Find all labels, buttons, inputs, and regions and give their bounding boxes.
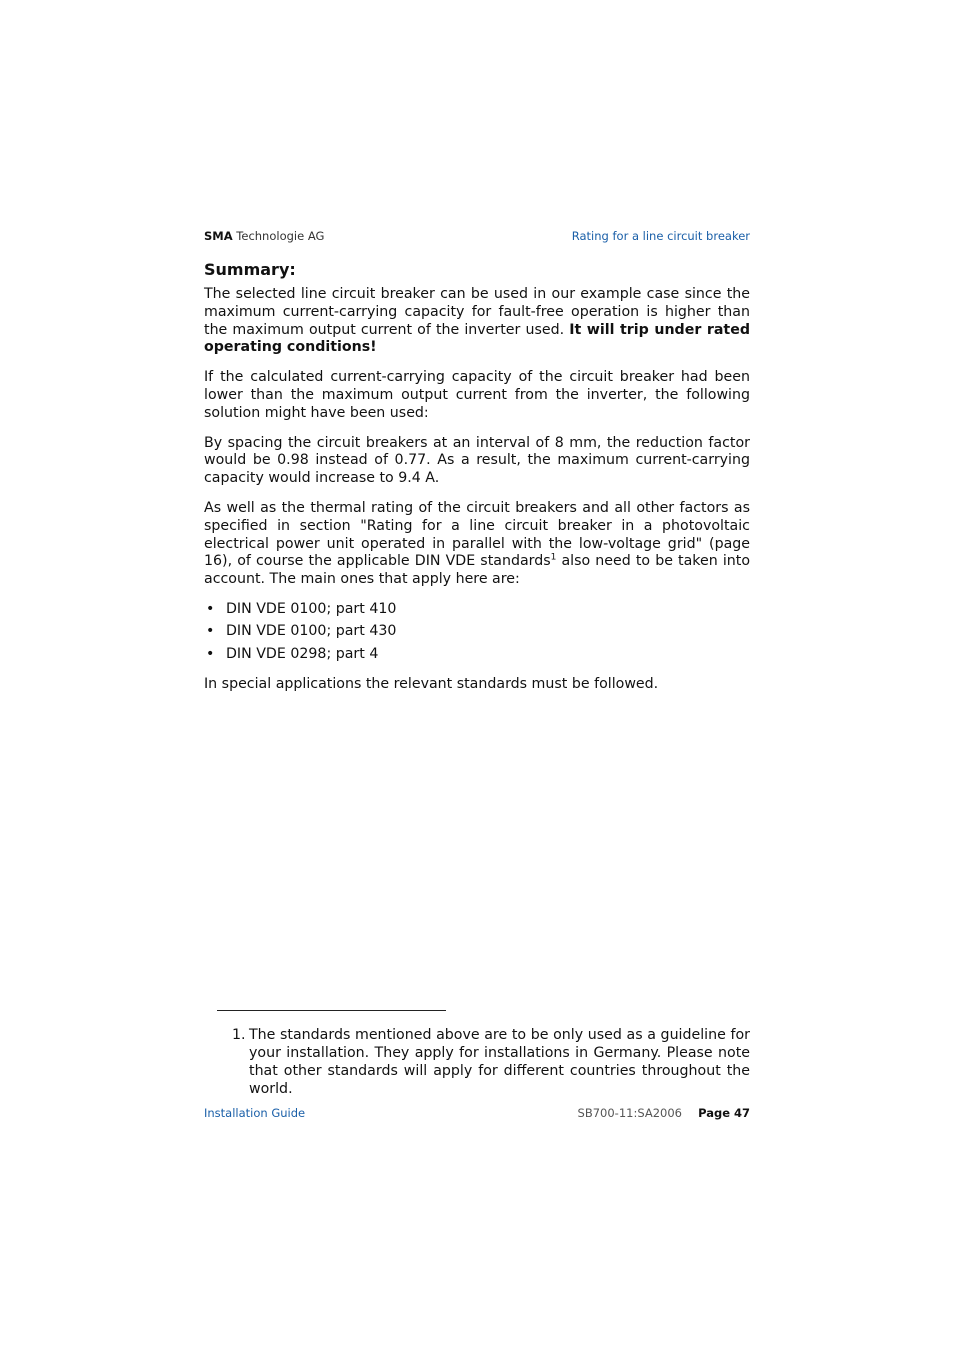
page-footer [204,1106,750,1124]
bullet-icon: • [206,600,215,617]
section-title: Rating for a line circuit breaker [571,229,750,243]
paragraph-4-part1: As well as the thermal rating of the circuit breakers and all other factors as specified in section "Rating for a line circuit breaker in a photovoltaic electrical power unit operated in parallel with the low-voltage grid" (page 16), of course the applicable DIN VDE standards [204,499,750,570]
footnote [232,1026,750,1098]
paragraph-5: In special applications the relevant standards must be followed. [204,675,659,692]
standards-list [204,601,750,664]
paragraph-1 [204,286,750,357]
list-item [204,623,750,641]
list-item-text: DIN VDE 0298; part 4 [226,645,379,662]
bullet-icon: • [206,623,215,640]
list-item [204,601,750,619]
company-brand: SMA [204,229,233,243]
footnote-divider [217,1010,446,1011]
paragraph-1-bold: It will trip under rated operating conditions! [204,321,750,356]
footer-doc-id: SB700-11:SA2006 [577,1106,682,1120]
paragraph-4-part2: also need to be taken into account. The main ones that apply here are: [204,553,750,588]
summary-heading: Summary: [204,260,296,279]
footnote-text: The standards mentioned above are to be only used as a guideline for your installation. They apply for installations in Germany. Please note that other standards will apply for different countries throughout the world. [249,1027,750,1097]
list-item [204,646,750,664]
footnote-ref[interactable]: 1 [550,552,557,563]
paragraph-1-text: The selected line circuit breaker can be used in our example case since the maximum current-carrying capacity for fault-free operation is higher than the maximum output current of the inverter used. [204,286,750,338]
page-header [204,229,750,247]
footer-guide-title: Installation Guide [204,1106,306,1120]
main-content [204,260,750,705]
bullet-icon: • [206,645,215,662]
page-number: Page 47 [698,1106,750,1120]
company-name [204,229,324,243]
footnote-number: 1. [232,1027,246,1043]
paragraph-3: By spacing the circuit breakers at an interval of 8 mm, the reduction factor would be 0.98 instead of 0.77. As a result, the maximum current-carrying capacity would increase to 9.4 A. [204,434,750,487]
list-item-text: DIN VDE 0100; part 430 [226,623,397,640]
paragraph-4 [204,500,750,589]
list-item-text: DIN VDE 0100; part 410 [226,600,397,617]
company-suffix: Technologie AG [236,229,325,243]
paragraph-2: If the calculated current-carrying capacity of the circuit breaker had been lower than the maximum output current from the inverter, the following solution might have been used: [204,369,750,421]
